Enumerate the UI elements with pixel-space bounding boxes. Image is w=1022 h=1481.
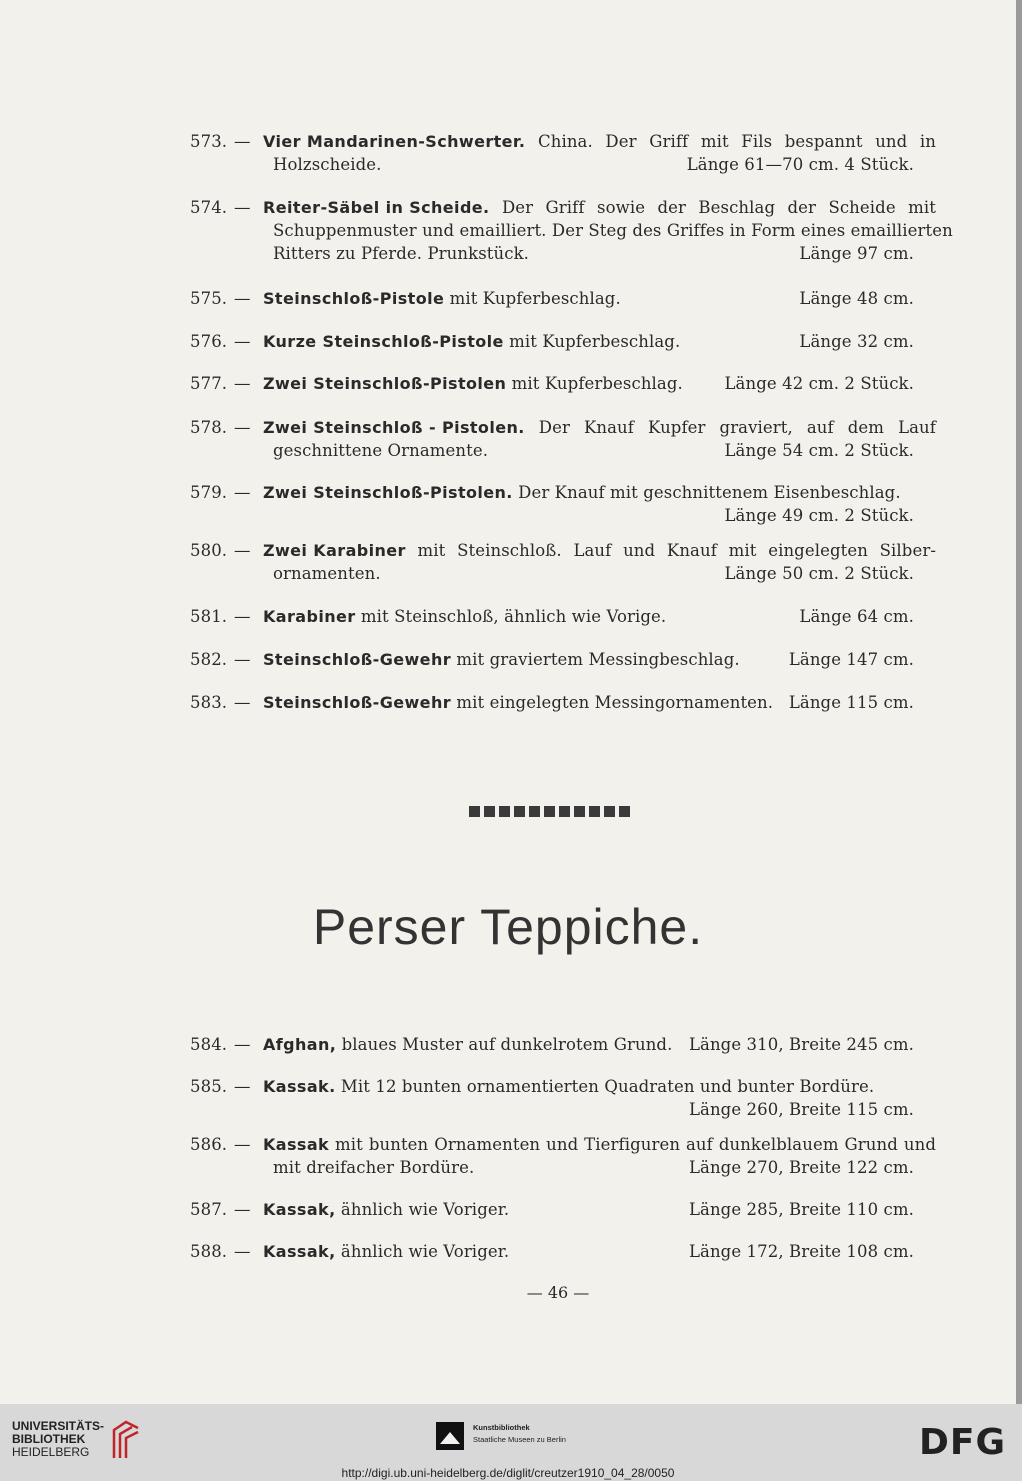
- entry-description: ornamenten.: [273, 564, 381, 583]
- entry-number: 573.: [190, 132, 228, 151]
- entry-577: [190, 372, 936, 395]
- entry-574: [190, 196, 953, 265]
- entry-word: Griff: [545, 198, 585, 217]
- ornament-divider: [469, 806, 630, 820]
- entry-word: auf: [686, 1135, 713, 1154]
- entry-dash: —: [234, 1077, 251, 1096]
- entry-dash: —: [234, 1035, 251, 1054]
- entry-number: 587.: [190, 1200, 228, 1219]
- entry-dash: —: [234, 418, 251, 437]
- entry-word: bespannt: [784, 132, 863, 151]
- entry-word: Griff: [649, 132, 689, 151]
- entry-description: Der Knauf mit geschnittenem Eisenbeschlag.: [518, 483, 901, 502]
- entry-dash: —: [234, 1135, 251, 1154]
- entry-title: Zwei Steinschloß-Pistolen: [263, 374, 507, 393]
- entry-dimensions: Länge 310, Breite 245 cm.: [688, 1035, 914, 1054]
- square-ornament-icon: [499, 806, 510, 817]
- entry-description: mit Kupferbeschlag.: [509, 332, 681, 351]
- entry-number: 574.: [190, 198, 228, 217]
- entry-word: Der: [501, 198, 534, 217]
- entry-word: mit: [728, 541, 757, 560]
- entry-dimensions: Länge 42 cm. 2 Stück.: [724, 374, 914, 393]
- entry-word: Der: [538, 418, 570, 437]
- entry-description: mit dreifacher Bordüre.: [273, 1158, 475, 1177]
- entry-title: Karabiner: [263, 607, 356, 626]
- entry-dash: —: [234, 198, 251, 217]
- entry-dash: —: [234, 483, 251, 502]
- entry-title: Kassak.: [263, 1077, 336, 1096]
- entry-title: Steinschloß-Pistole: [263, 289, 445, 308]
- entry-word: sowie: [597, 198, 646, 217]
- entry-number: 588.: [190, 1242, 228, 1261]
- entry-dimensions: Länge 32 cm.: [799, 332, 914, 351]
- entry-word: und: [875, 132, 908, 151]
- entry-587: [190, 1198, 936, 1221]
- entry-word: Knauf: [666, 541, 717, 560]
- entry-word: der: [657, 198, 686, 217]
- entry-word: Lauf: [898, 418, 936, 437]
- entry-number: 582.: [190, 650, 228, 669]
- entry-dimensions: Länge 172, Breite 108 cm.: [688, 1242, 914, 1261]
- entry-dash: —: [234, 1200, 251, 1219]
- entry-579: [190, 481, 936, 527]
- square-ornament-icon: [514, 806, 525, 817]
- entry-word: graviert,: [719, 418, 793, 437]
- entry-word: mit: [908, 198, 936, 217]
- entry-number: 575.: [190, 289, 228, 308]
- entry-word: und: [546, 1135, 579, 1154]
- square-ornament-icon: [529, 806, 540, 817]
- entry-word: Silber-: [879, 541, 936, 560]
- entry-number: 579.: [190, 483, 228, 502]
- entry-number: 586.: [190, 1135, 228, 1154]
- entry-word: und: [903, 1135, 936, 1154]
- entry-dimensions: Länge 64 cm.: [799, 607, 914, 626]
- entry-586: [190, 1133, 936, 1179]
- entry-title: Reiter-Säbel in Scheide.: [263, 198, 490, 217]
- entry-title: Zwei Karabiner: [263, 541, 406, 560]
- entry-575: [190, 287, 936, 310]
- entry-dimensions: Länge 260, Breite 115 cm.: [688, 1100, 914, 1119]
- kunstbibliothek-logo-icon: [436, 1422, 464, 1450]
- entry-582: [190, 648, 936, 671]
- entry-word: Ornamenten: [434, 1135, 541, 1154]
- entry-dimensions: Länge 50 cm. 2 Stück.: [724, 564, 914, 583]
- ub-line: BIBLIOTHEK: [12, 1432, 86, 1446]
- entry-description: ähnlich wie Voriger.: [340, 1200, 510, 1219]
- entry-number: 583.: [190, 693, 228, 712]
- entry-dash: —: [234, 693, 251, 712]
- entry-description: Ritters zu Pferde. Prunkstück.: [273, 244, 530, 263]
- page-number: — 46 —: [526, 1283, 590, 1302]
- entry-dash: —: [234, 650, 251, 669]
- entry-word: Der: [605, 132, 637, 151]
- entry-title: Afghan,: [263, 1035, 337, 1054]
- entry-588: [190, 1240, 936, 1263]
- entry-number: 578.: [190, 418, 228, 437]
- entry-title: Kassak,: [263, 1200, 336, 1219]
- kb-sub: Staatliche Museen zu Berlin: [473, 1435, 566, 1444]
- entry-word: Knauf: [583, 418, 634, 437]
- entry-word: dunkelblauem: [718, 1135, 839, 1154]
- entry-584: [190, 1033, 936, 1056]
- entry-description: mit Kupferbeschlag.: [449, 289, 621, 308]
- digitization-footer: [0, 1404, 1022, 1481]
- entry-dash: —: [234, 132, 251, 151]
- entry-word: der: [787, 198, 817, 217]
- entry-word: eingelegten: [768, 541, 868, 560]
- entry-word: Kupfer: [648, 418, 706, 437]
- entry-word: Beschlag: [698, 198, 776, 217]
- entry-583: [190, 691, 936, 714]
- entry-word: Steinschloß.: [457, 541, 562, 560]
- entry-title: Zwei Steinschloß-Pistolen.: [263, 483, 513, 502]
- ub-heidelberg-logo-icon: [108, 1418, 142, 1460]
- ub-line: HEIDELBERG: [12, 1445, 90, 1459]
- entry-word: und: [623, 541, 656, 560]
- entry-description: mit Steinschloß, ähnlich wie Vorige.: [360, 607, 667, 626]
- section-heading: Perser Teppiche.: [312, 899, 704, 955]
- entry-dimensions: Länge 270, Breite 122 cm.: [688, 1158, 914, 1177]
- square-ornament-icon: [619, 806, 630, 817]
- entry-dash: —: [234, 1242, 251, 1261]
- entry-title: Kassak: [263, 1135, 330, 1154]
- entry-description: ähnlich wie Voriger.: [340, 1242, 510, 1261]
- square-ornament-icon: [574, 806, 585, 817]
- square-ornament-icon: [604, 806, 615, 817]
- entry-description: Mit 12 bunten ornamentierten Quadraten und bunter Bordüre.: [340, 1077, 875, 1096]
- square-ornament-icon: [589, 806, 600, 817]
- entry-description: mit eingelegten Messingornamenten.: [456, 693, 774, 712]
- entry-dash: —: [234, 332, 251, 351]
- entry-description: blaues Muster auf dunkelrotem Grund.: [341, 1035, 673, 1054]
- entry-title: Vier Mandarinen-Schwerter.: [263, 132, 526, 151]
- kunstbibliothek-text: [473, 1422, 566, 1446]
- dfg-logo: DFG: [918, 1422, 1006, 1463]
- entry-581: [190, 605, 936, 628]
- entry-word: mit: [335, 1135, 363, 1154]
- entry-word: auf: [806, 418, 834, 437]
- entry-573: [190, 130, 936, 176]
- entry-585: [190, 1075, 936, 1121]
- entry-dimensions: Länge 61—70 cm. 4 Stück.: [686, 155, 914, 174]
- entry-word: Grund: [844, 1135, 898, 1154]
- entry-word: Scheide: [828, 198, 896, 217]
- entry-number: 580.: [190, 541, 228, 560]
- entry-word: mit: [700, 132, 729, 151]
- entry-word: Tierfiguren: [584, 1135, 681, 1154]
- entry-word: in: [919, 132, 936, 151]
- entry-description: Schuppenmuster und emailliert. Der Steg des Griffes in Form eines emaillierten: [273, 221, 953, 240]
- entry-number: 584.: [190, 1035, 228, 1054]
- entry-word: mit: [417, 541, 446, 560]
- entry-title: Steinschloß-Gewehr: [263, 650, 452, 669]
- entry-dimensions: Länge 48 cm.: [799, 289, 914, 308]
- entry-description: geschnittene Ornamente.: [273, 441, 489, 460]
- entry-dimensions: Länge 54 cm. 2 Stück.: [724, 441, 914, 460]
- entry-580: [190, 539, 936, 585]
- entry-title: Steinschloß-Gewehr: [263, 693, 452, 712]
- square-ornament-icon: [469, 806, 480, 817]
- square-ornament-icon: [544, 806, 555, 817]
- entry-word: Lauf: [573, 541, 612, 560]
- entry-description: mit Kupferbeschlag.: [511, 374, 683, 393]
- entry-dimensions: Länge 49 cm. 2 Stück.: [724, 506, 914, 525]
- entry-word: bunten: [368, 1135, 429, 1154]
- entry-578: [190, 416, 936, 462]
- entry-dash: —: [234, 607, 251, 626]
- entry-number: 576.: [190, 332, 228, 351]
- entry-description: Holzscheide.: [273, 155, 382, 174]
- entry-title: Zwei Steinschloß - Pistolen.: [263, 418, 525, 437]
- entry-word: dem: [847, 418, 885, 437]
- entry-number: 577.: [190, 374, 228, 393]
- entry-dash: —: [234, 374, 251, 393]
- entry-dimensions: Länge 147 cm.: [788, 650, 914, 669]
- square-ornament-icon: [559, 806, 570, 817]
- ub-heidelberg-logo-text: [12, 1420, 104, 1459]
- entry-title: Kassak,: [263, 1242, 336, 1261]
- entry-dash: —: [234, 289, 251, 308]
- kb-name: Kunstbibliothek: [473, 1423, 530, 1432]
- entry-576: [190, 330, 936, 353]
- ub-line: UNIVERSITÄTS-: [12, 1419, 105, 1433]
- entry-dash: —: [234, 541, 251, 560]
- entry-dimensions: Länge 115 cm.: [788, 693, 914, 712]
- entry-number: 585.: [190, 1077, 228, 1096]
- entry-title: Kurze Steinschloß-Pistole: [263, 332, 504, 351]
- entry-word: Fils: [741, 132, 773, 151]
- entry-number: 581.: [190, 607, 228, 626]
- source-url-link[interactable]: http://digi.ub.uni-heidelberg.de/diglit/creutzer1910_04_28/0050: [341, 1466, 675, 1480]
- entry-dimensions: Länge 97 cm.: [799, 244, 914, 263]
- entry-dimensions: Länge 285, Breite 110 cm.: [688, 1200, 914, 1219]
- entry-description: mit graviertem Messingbeschlag.: [456, 650, 740, 669]
- square-ornament-icon: [484, 806, 495, 817]
- entry-word: China.: [538, 132, 593, 151]
